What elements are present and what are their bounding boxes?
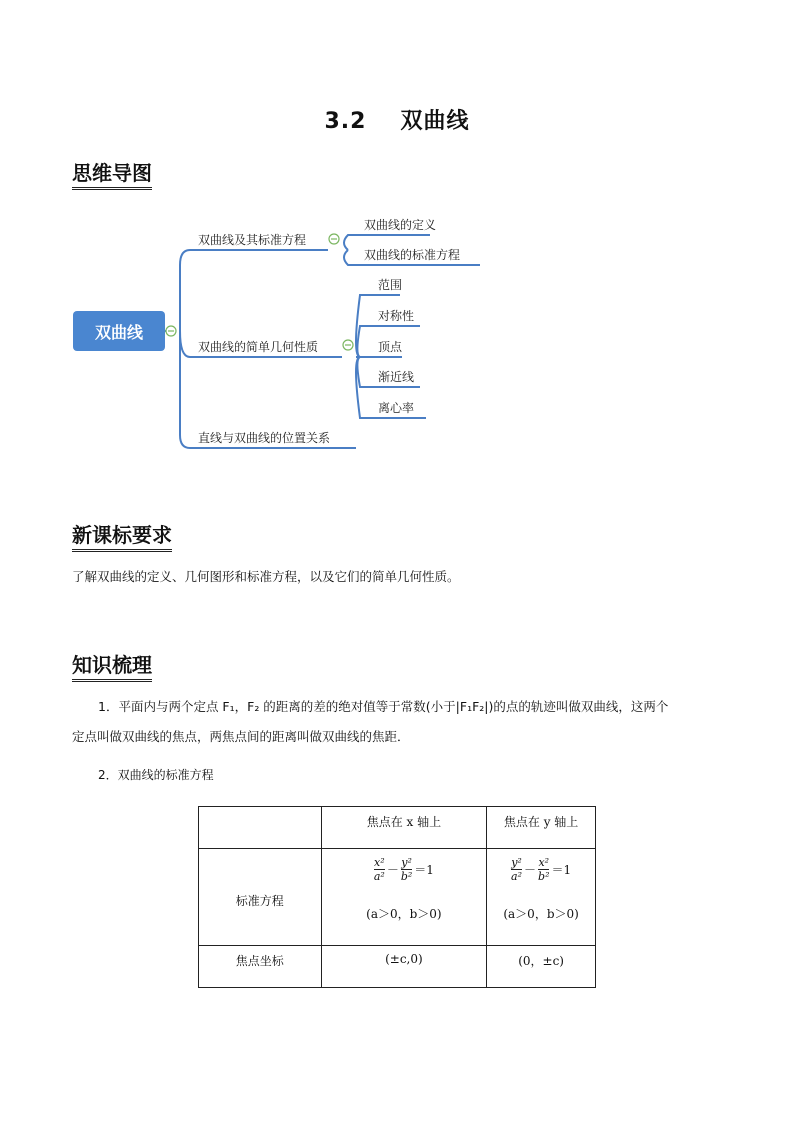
leaf-label: 双曲线的定义	[364, 218, 437, 232]
title-number: 3.2	[324, 109, 367, 134]
row-label-focus: 焦点坐标	[199, 946, 322, 988]
leaf-label: 范围	[378, 278, 403, 292]
y-axis-focus: (0，±c)	[487, 946, 596, 988]
mindmap-root-node: 双曲线	[73, 311, 165, 351]
row-label-equation: 标准方程	[199, 849, 322, 946]
leaf-label: 顶点	[378, 340, 403, 354]
table-header-x: 焦点在 x 轴上	[321, 807, 487, 849]
knowledge-item-2: 2．双曲线的标准方程	[98, 768, 214, 782]
knowledge-heading: 知识梳理	[72, 652, 152, 682]
y-axis-condition: (a＞0，b＞0)	[503, 907, 579, 921]
knowledge-item-1-line-1: 1．平面内与两个定点 F₁，F₂ 的距离的差的绝对值等于常数(小于|F₁F₂|)的点的轨迹叫做双曲线，这两个	[98, 699, 669, 714]
leaf-label: 双曲线的标准方程	[364, 248, 461, 262]
y-axis-equation-cell	[487, 849, 596, 946]
x-axis-focus: (±c,0)	[321, 946, 487, 988]
branch-label: 直线与双曲线的位置关系	[198, 431, 331, 445]
branch-label: 双曲线的简单几何性质	[198, 340, 319, 354]
leaf-label: 对称性	[378, 309, 415, 323]
title-text: 双曲线	[400, 109, 470, 134]
mind-map	[60, 205, 520, 465]
x-axis-condition: (a＞0，b＞0)	[366, 907, 442, 921]
x-axis-equation-cell	[321, 849, 487, 946]
table-header-empty	[199, 807, 322, 849]
leaf-label: 离心率	[378, 401, 415, 415]
y-axis-equation: $\frac{\text{y²}}{\text{a²}}$ － $\frac{\text{x²}}{\text{b²}}$ ＝1	[511, 856, 572, 883]
page-title	[0, 104, 794, 135]
leaf-label: 渐近线	[378, 370, 415, 384]
standard-equation-table	[198, 806, 596, 988]
branch-label: 双曲线及其标准方程	[198, 233, 307, 247]
x-axis-equation: $\frac{\text{x²}}{\text{a²}}$ － $\frac{\text{y²}}{\text{b²}}$ ＝1	[373, 856, 434, 883]
mindmap-heading: 思维导图	[72, 160, 152, 190]
curriculum-heading: 新课标要求	[72, 522, 172, 552]
table-header-y: 焦点在 y 轴上	[487, 807, 596, 849]
knowledge-item-1-line-2: 定点叫做双曲线的焦点，两焦点间的距离叫做双曲线的焦距．	[72, 729, 410, 744]
trunk-mid-connector	[180, 331, 190, 357]
curriculum-text: 了解双曲线的定义、几何图形和标准方程，以及它们的简单几何性质。	[72, 569, 460, 584]
